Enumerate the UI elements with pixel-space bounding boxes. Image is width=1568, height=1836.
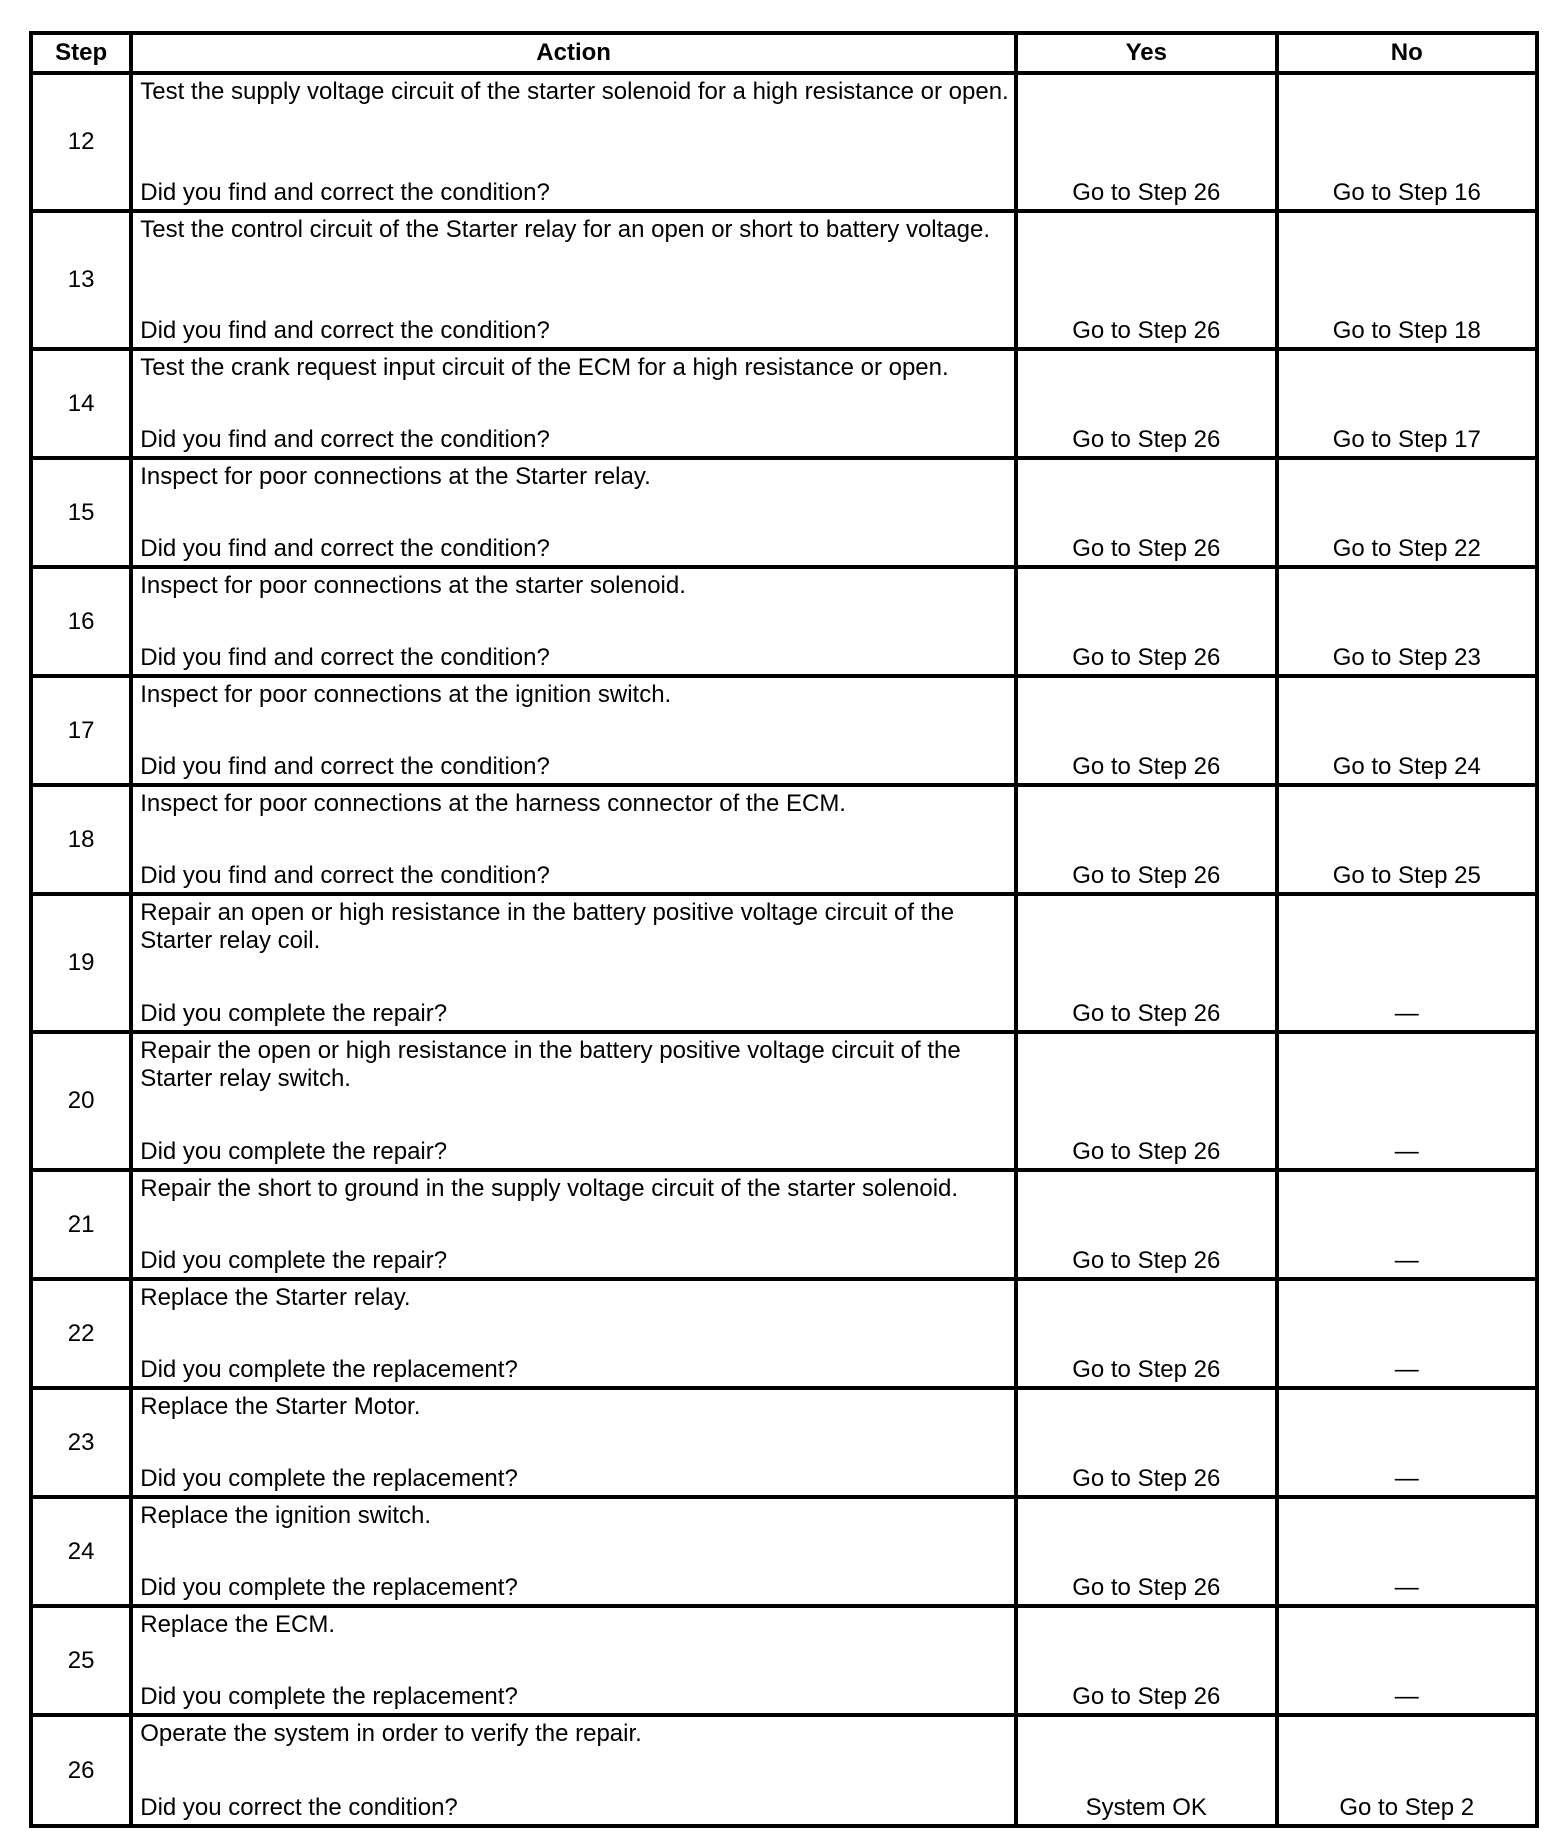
yes-result: Go to Step 26 [1016, 1606, 1276, 1715]
action-question: Did you find and correct the condition? [140, 862, 550, 889]
step-number: 14 [31, 349, 131, 458]
step-number: 13 [31, 211, 131, 349]
table-row [31, 1606, 1537, 1715]
no-result: — [1277, 1606, 1538, 1715]
action-question: Did you find and correct the condition? [140, 753, 550, 780]
action-cell [131, 1032, 1016, 1170]
no-result: Go to Step 16 [1277, 73, 1538, 211]
action-question: Did you find and correct the condition? [140, 317, 550, 344]
table-row [31, 1279, 1537, 1388]
header-no: No [1277, 33, 1538, 73]
table-row [31, 676, 1537, 785]
table-row [31, 211, 1537, 349]
step-number: 19 [31, 894, 131, 1032]
step-number: 24 [31, 1497, 131, 1606]
action-cell [131, 785, 1016, 894]
action-question: Did you complete the replacement? [140, 1683, 518, 1710]
no-result: Go to Step 23 [1277, 567, 1538, 676]
action-instruction: Replace the Starter relay. [140, 1284, 411, 1311]
step-number: 12 [31, 73, 131, 211]
action-cell [131, 73, 1016, 211]
action-cell [131, 1388, 1016, 1497]
action-question: Did you complete the replacement? [140, 1574, 518, 1601]
no-result: — [1277, 894, 1538, 1032]
yes-result: Go to Step 26 [1016, 785, 1276, 894]
table-row [31, 458, 1537, 567]
action-instruction: Replace the ECM. [140, 1611, 336, 1638]
yes-result: Go to Step 26 [1016, 349, 1276, 458]
no-result: — [1277, 1170, 1538, 1279]
step-number: 16 [31, 567, 131, 676]
action-cell [131, 349, 1016, 458]
no-result: Go to Step 24 [1277, 676, 1538, 785]
no-result: — [1277, 1032, 1538, 1170]
action-cell [131, 458, 1016, 567]
yes-result: Go to Step 26 [1016, 211, 1276, 349]
step-number: 15 [31, 458, 131, 567]
action-cell [131, 1715, 1016, 1826]
table-row [31, 1388, 1537, 1497]
yes-result: Go to Step 26 [1016, 1032, 1276, 1170]
step-number: 22 [31, 1279, 131, 1388]
table-row [31, 73, 1537, 211]
yes-result: System OK [1016, 1715, 1276, 1826]
action-question: Did you complete the replacement? [140, 1465, 518, 1492]
step-number: 23 [31, 1388, 131, 1497]
action-instruction: Inspect for poor connections at the ignition switch. [140, 681, 672, 708]
action-question: Did you find and correct the condition? [140, 179, 550, 206]
action-instruction: Repair an open or high resistance in the battery positive voltage circuit of the Starter relay coil. [140, 899, 955, 954]
no-result: Go to Step 2 [1277, 1715, 1538, 1826]
yes-result: Go to Step 26 [1016, 1497, 1276, 1606]
step-number: 26 [31, 1715, 131, 1826]
step-number: 20 [31, 1032, 131, 1170]
table-row [31, 1170, 1537, 1279]
action-cell [131, 1279, 1016, 1388]
action-question: Did you find and correct the condition? [140, 644, 550, 671]
action-cell [131, 676, 1016, 785]
yes-result: Go to Step 26 [1016, 1279, 1276, 1388]
step-number: 18 [31, 785, 131, 894]
action-instruction: Replace the Starter Motor. [140, 1393, 421, 1420]
no-result: Go to Step 18 [1277, 211, 1538, 349]
action-cell [131, 211, 1016, 349]
yes-result: Go to Step 26 [1016, 458, 1276, 567]
action-cell [131, 1170, 1016, 1279]
step-number: 17 [31, 676, 131, 785]
yes-result: Go to Step 26 [1016, 1170, 1276, 1279]
header-row [31, 33, 1537, 73]
table-row [31, 1032, 1537, 1170]
no-result: Go to Step 22 [1277, 458, 1538, 567]
yes-result: Go to Step 26 [1016, 567, 1276, 676]
action-question: Did you complete the repair? [140, 1138, 448, 1165]
no-result: — [1277, 1497, 1538, 1606]
table-row [31, 785, 1537, 894]
action-instruction: Inspect for poor connections at the starter solenoid. [140, 572, 686, 599]
action-question: Did you complete the replacement? [140, 1356, 518, 1383]
action-instruction: Operate the system in order to verify the repair. [140, 1720, 642, 1747]
action-cell [131, 567, 1016, 676]
table-row [31, 1715, 1537, 1826]
action-instruction: Inspect for poor connections at the harness connector of the ECM. [140, 790, 846, 817]
step-number: 21 [31, 1170, 131, 1279]
header-yes: Yes [1016, 33, 1276, 73]
action-instruction: Replace the ignition switch. [140, 1502, 432, 1529]
diagnostic-table [29, 31, 1539, 1828]
yes-result: Go to Step 26 [1016, 676, 1276, 785]
action-instruction: Inspect for poor connections at the Starter relay. [140, 463, 651, 490]
no-result: — [1277, 1279, 1538, 1388]
table-row [31, 1497, 1537, 1606]
header-step: Step [31, 33, 131, 73]
action-instruction: Test the supply voltage circuit of the starter solenoid for a high resistance or open. [140, 78, 1009, 105]
table-row [31, 894, 1537, 1032]
action-question: Did you complete the repair? [140, 1247, 448, 1274]
action-instruction: Repair the short to ground in the supply voltage circuit of the starter solenoid. [140, 1175, 959, 1202]
action-question: Did you complete the repair? [140, 1000, 448, 1027]
step-number: 25 [31, 1606, 131, 1715]
no-result: Go to Step 17 [1277, 349, 1538, 458]
action-cell [131, 1497, 1016, 1606]
action-instruction: Test the crank request input circuit of the ECM for a high resistance or open. [140, 354, 949, 381]
action-instruction: Test the control circuit of the Starter relay for an open or short to battery voltage. [140, 216, 991, 243]
yes-result: Go to Step 26 [1016, 1388, 1276, 1497]
no-result: Go to Step 25 [1277, 785, 1538, 894]
action-cell [131, 1606, 1016, 1715]
no-result: — [1277, 1388, 1538, 1497]
action-question: Did you correct the condition? [140, 1794, 458, 1821]
table-row [31, 349, 1537, 458]
action-question: Did you find and correct the condition? [140, 535, 550, 562]
yes-result: Go to Step 26 [1016, 894, 1276, 1032]
action-cell [131, 894, 1016, 1032]
header-action: Action [131, 33, 1016, 73]
table-row [31, 567, 1537, 676]
action-instruction: Repair the open or high resistance in the battery positive voltage circuit of the Starter relay switch. [140, 1037, 961, 1092]
action-question: Did you find and correct the condition? [140, 426, 550, 453]
yes-result: Go to Step 26 [1016, 73, 1276, 211]
